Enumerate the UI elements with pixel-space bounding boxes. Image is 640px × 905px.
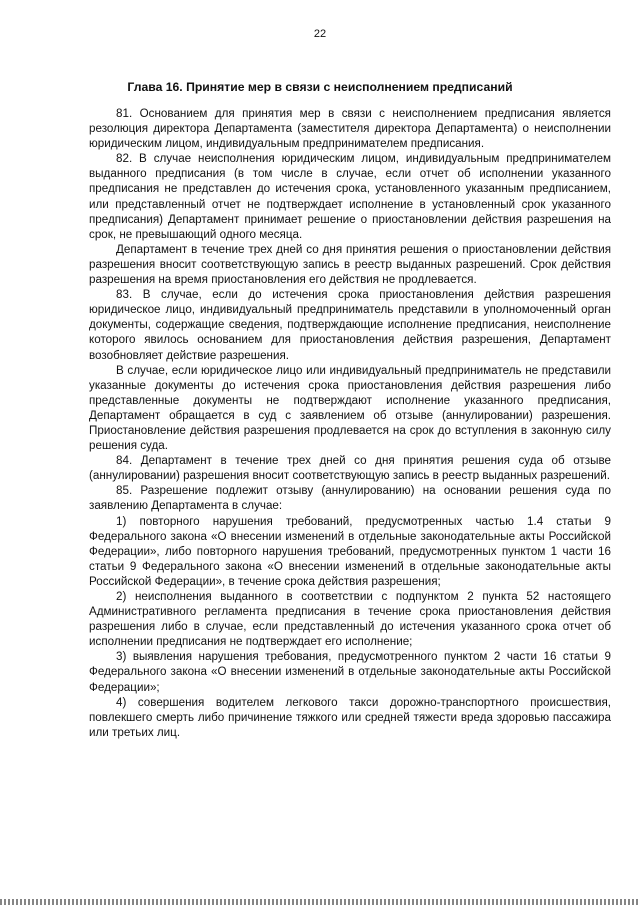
list-item-3: 3) выявления нарушения требования, предусмотренного пунктом 2 части 16 статьи 9 Федерального закона «О внесении изменений в отдельные законодательные акты Российской Федерации»; [89,650,611,694]
paragraph-83: 83. В случае, если до истечения срока приостановления действия разрешения юридическое лицо, индивидуальный предприниматель представили в уполномоченный орган документы, содержащие сведения, подтверждающие исполнение предписания, неисполнение которого явилось основанием для приостановления действия разрешения, Департамент возобновляет действие разрешения. [89,288,611,362]
list-item-2: 2) неисполнения выданного в соответствии с подпунктом 2 пункта 52 настоящего Административного регламента предписания в течение срока приостановления действия разрешения либо в случае, если представленный до истечения указанного срока отчет об исполнении предписания не подтверждает его исполнение; [89,590,611,649]
paragraph-81: 81. Основанием для принятия мер в связи с неисполнением предписания является резолюция директора Департамента (заместителя директора Департамента) о неисполнении юридическим лицом, индивидуальным предпринимателем предписания. [89,107,611,151]
paragraph-82: 82. В случае неисполнения юридическим лицом, индивидуальным предпринимателем выданного предписания (в том числе в случае, если отчет об исполнении указанного предписания не представлен до истечения срока, установленного указанным предписанием, или представленный отчет не подтверждает исполнение в установленный срок указанного предписания) Департамент принимает решение о приостановлении действия разрешения на срок, не превышающий одного месяца. [89,152,611,241]
paragraph-82-registry: Департамент в течение трех дней со дня принятия решения о приостановлении действия разрешения вносит соответствующую запись в реестр выданных разрешений. Срок действия разрешения на время приостановления его действия не продлевается. [89,242,611,287]
list-item-4: 4) совершения водителем легкового такси дорожно-транспортного происшествия, повлекшего смерть либо причинение тяжкого или средней тяжести вреда здоровью пассажира или третьих лиц. [89,695,611,739]
chapter-title: Глава 16. Принятие мер в связи с неисполнением предписаний [127,80,513,94]
list-item-1: 1) повторного нарушения требований, предусмотренных частью 1.4 статьи 9 Федерального закона «О внесении изменений в отдельные законодательные акты Российской Федерации», либо повторного нарушения требований, предусмотренных пунктом 1 части 16 статьи 9 Федерального закона «О внесении изменений в отдельные законодательные акты Российской Федерации», в течение срока действия разрешения; [89,514,611,588]
paragraph-83-court: В случае, если юридическое лицо или индивидуальный предприниматель не представили указанные документы до истечения срока приостановления действия разрешения либо представленные документы не подтверждают исполнение указанного предписания, Департамент обращается в суд с заявлением об отзыве (аннулировании) разрешения. Приостановление действия разрешения продлевается на срок до вступления в законную силу решения суда. [89,363,611,453]
paragraph-84: 84. Департамент в течение трех дней со дня принятия решения суда об отзыве (аннулировании) разрешения вносит соответствующую запись в реестр выданных разрешений. [89,454,611,483]
scan-bottom-edge [0,899,640,905]
paragraph-85: 85. Разрешение подлежит отзыву (аннулированию) на основании решения суда по заявлению Департамента в случае: [89,484,611,513]
document-body [89,106,611,740]
page-number: 22 [313,28,327,40]
